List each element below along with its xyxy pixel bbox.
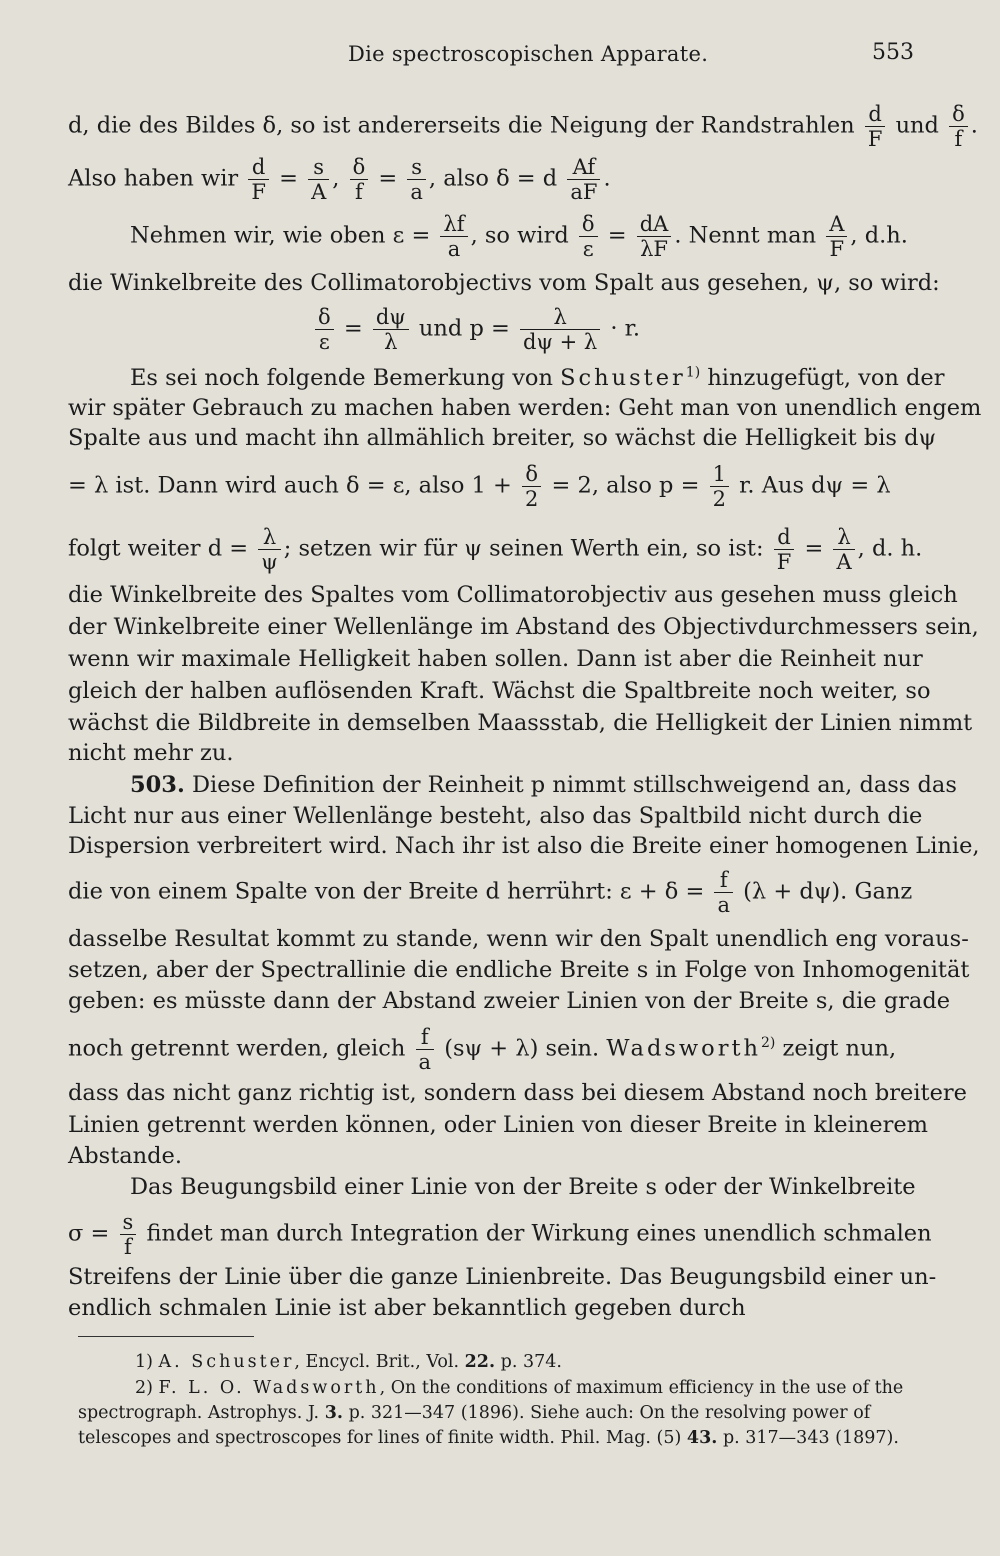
text-line-23: geben: es müsste dann der Abstand zweier Linien von der Breite s, die grade [68, 988, 951, 1014]
text-line-14: gleich der halben auflösenden Kraft. Wächst die Spaltbreite noch weiter, so [68, 678, 931, 704]
text-line-24: noch getrennt werden, gleich $\frac{f}{a}$ (sψ + λ) sein. Wadsworth$^{2)}$ zeigt nun, [68, 1025, 897, 1074]
text-line-7: wir später Gebrauch zu machen haben werden: Geht man von unendlich engem [68, 395, 982, 421]
fraction: $\frac{\lambda}{d\psi + \lambda}$ [520, 305, 600, 354]
equation-2: Nehmen wir, wie oben ε = $\frac{\lambda f}{a}$ , so wird $\frac{\delta}{\varepsilon}$ = $\frac{dA}{\lambda F}$ . Nennt man $\frac{A}{F}$ , d.h. [130, 212, 908, 261]
fraction-d-over-F: $\frac{d}{F}$ [865, 102, 886, 151]
section-503-start: 503. Diese Definition der Reinheit p nimmt stillschweigend an, dass das [130, 772, 957, 798]
text-line-26: Linien getrennt werden können, oder Linien von dieser Breite in kleinerem [68, 1112, 928, 1138]
text-line-21: dasselbe Resultat kommt zu stande, wenn wir den Spalt unendlich eng voraus- [68, 926, 969, 952]
text-line-29: σ = $\frac{s}{f}$ findet man durch Integration der Wirkung eines unendlich schmalen [68, 1210, 932, 1259]
author-name-wadsworth: Wadsworth [606, 1035, 762, 1062]
fraction-delta-over-f: $\frac{\delta}{f}$ [949, 102, 968, 151]
text-line-19: Dispersion verbreitert wird. Nach ihr ist also die Breite einer homogenen Linie, [68, 833, 980, 859]
text-line-16: nicht mehr zu. [68, 740, 234, 766]
fraction: $\frac{Af}{aF}$ [567, 155, 600, 204]
footnote-ref-2: 2) [761, 1035, 776, 1051]
text-line-12: der Winkelbreite einer Wellenlänge im Abstand des Objectivdurchmessers sein, [68, 614, 979, 640]
text-line-30: Streifens der Linie über die ganze Linienbreite. Das Beugungsbild einer un- [68, 1264, 937, 1290]
text-line-18: Licht nur aus einer Wellenlänge besteht, also das Spaltbild nicht durch die [68, 803, 923, 829]
text-line-4: die Winkelbreite des Collimatorobjectivs vom Spalt aus gesehen, ψ, so wird: [68, 270, 940, 296]
footnote-1: 1) A. Schuster, Encycl. Brit., Vol. 22. p. 374. [135, 1352, 562, 1372]
text-line-1: d, die des Bildes δ, so ist andererseits die Neigung der Randstrahlen $\frac{d}{F}$ und $\frac{\delta}{f}$ . [68, 102, 978, 151]
running-title: Die spectroscopischen Apparate. [348, 42, 709, 66]
footnote-author: A. Schuster [158, 1352, 295, 1372]
text: Nehmen wir, wie oben ε = [130, 222, 431, 249]
footnote-2-line-1: 2) F. L. O. Wadsworth, On the conditions of maximum efficiency in the use of the [135, 1378, 904, 1398]
running-head [0, 40, 1000, 80]
text-line-20: die von einem Spalte von der Breite d herrührt: ε + δ = $\frac{f}{a}$ (λ + dψ). Ganz [68, 868, 913, 917]
fraction: $\frac{d\psi}{\lambda}$ [373, 305, 409, 354]
text-line-15: wächst die Bildbreite in demselben Maassstab, die Helligkeit der Linien nimmt [68, 710, 973, 736]
text: d, die des Bildes δ, so ist andererseits die Neigung der Randstrahlen [68, 112, 855, 139]
text-line-28: Das Beugungsbild einer Linie von der Breite s oder der Winkelbreite [130, 1174, 916, 1200]
fraction: $\frac{s}{A}$ [308, 155, 329, 204]
footnote-author: F. L. O. Wadsworth [158, 1378, 380, 1398]
fraction: $\frac{\delta}{f}$ [350, 155, 369, 204]
text-line-25: dass das nicht ganz richtig ist, sondern dass bei diesem Abstand noch breitere [68, 1080, 967, 1106]
fraction: $\frac{\delta}{2}$ [522, 462, 541, 511]
fraction: $\frac{\delta}{\varepsilon}$ [315, 305, 334, 354]
text-line-9: = λ ist. Dann wird auch δ = ε, also 1 + $\frac{\delta}{2}$ = 2, also p = $\frac{1}{2}$ r. Aus dψ = λ [68, 462, 891, 511]
fraction: $\frac{\lambda}{A}$ [833, 525, 854, 574]
text: und [895, 112, 939, 139]
footnote-2-line-3: telescopes and spectroscopes for lines of finite width. Phil. Mag. (5) 43. p. 317—343 (1897). [78, 1428, 899, 1448]
fraction: $\frac{d}{F}$ [248, 155, 269, 204]
text-line-11: die Winkelbreite des Spaltes vom Collimatorobjectiv aus gesehen muss gleich [68, 582, 958, 608]
text-line-10: folgt weiter d = $\frac{\lambda}{\psi}$ ; setzen wir für ψ seinen Werth ein, so ist: $\frac{d}{F}$ = $\frac{\lambda}{A}$ , d. h. [68, 525, 923, 574]
fraction: $\frac{\lambda}{\psi}$ [258, 525, 280, 574]
text-line-31: endlich schmalen Linie ist aber bekanntlich gegeben durch [68, 1295, 746, 1321]
text-line-13: wenn wir maximale Helligkeit haben sollen. Dann ist aber die Reinheit nur [68, 646, 923, 672]
text-line-22: setzen, aber der Spectrallinie die endliche Breite s in Folge von Inhomogenität [68, 957, 970, 983]
fraction: $\frac{s}{f}$ [120, 1210, 137, 1259]
fraction: $\frac{A}{F}$ [826, 212, 847, 261]
footnote-rule [78, 1336, 254, 1337]
equation-1: Also haben wir $\frac{d}{F}$ = $\frac{s}{A}$ , $\frac{\delta}{f}$ = $\frac{s}{a}$ , also δ = d $\frac{Af}{aF}$ . [68, 155, 611, 204]
section-number: 503. [130, 772, 185, 798]
fraction: $\frac{\delta}{\varepsilon}$ [579, 212, 598, 261]
text-line-6: Es sei noch folgende Bemerkung von Schuster$^{1)}$ hinzugefügt, von der [130, 364, 945, 391]
text-line-27: Abstande. [68, 1143, 183, 1169]
footnote-2-line-2: spectrograph. Astrophys. J. 3. p. 321—347 (1896). Siehe auch: On the resolving power of [78, 1403, 871, 1423]
text-line-8: Spalte aus und macht ihn allmählich breiter, so wächst die Helligkeit bis dψ [68, 425, 937, 451]
text: Also haben wir [68, 165, 239, 192]
page-number: 553 [872, 40, 914, 65]
footnote-ref-1: 1) [685, 364, 701, 381]
fraction: $\frac{f}{a}$ [416, 1025, 435, 1074]
fraction: $\frac{f}{a}$ [714, 868, 733, 917]
author-name-schuster: Schuster [560, 365, 686, 391]
fraction: $\frac{\lambda f}{a}$ [440, 212, 467, 261]
fraction: $\frac{s}{a}$ [407, 155, 426, 204]
fraction: $\frac{d}{F}$ [774, 525, 795, 574]
equation-3: $\frac{\delta}{\varepsilon}$ = $\frac{d\psi}{\lambda}$ und p = $\frac{\lambda}{d\psi + \lambda}$ · r. [312, 305, 732, 354]
fraction: $\frac{dA}{\lambda F}$ [637, 212, 672, 261]
fraction: $\frac{1}{2}$ [710, 462, 729, 511]
